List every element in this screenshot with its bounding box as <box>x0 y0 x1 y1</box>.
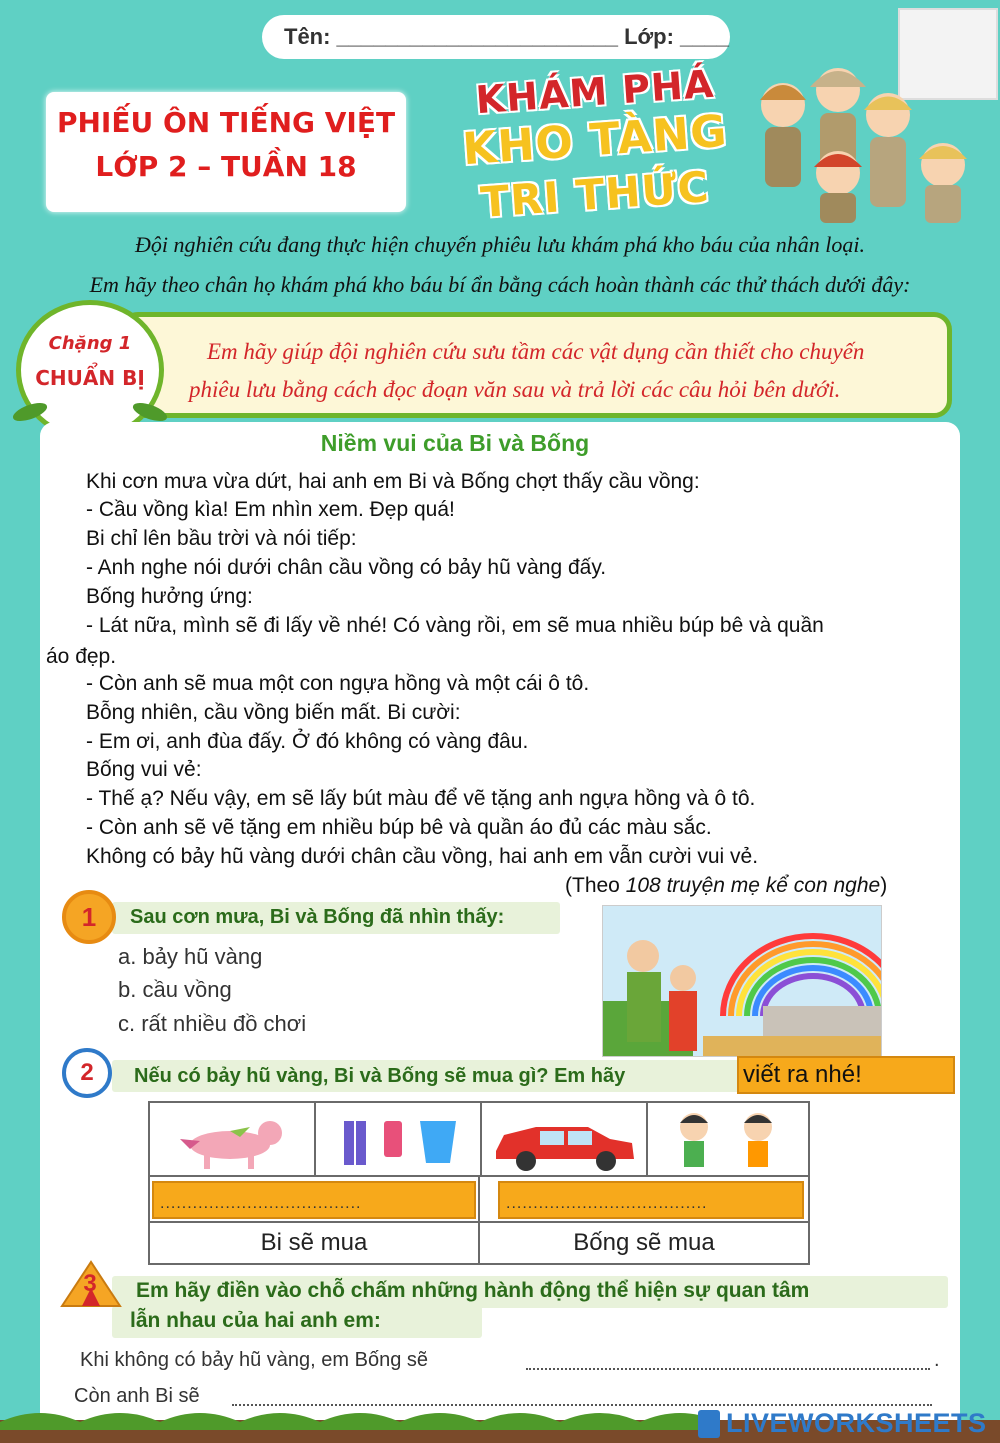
story-source-title: 108 truyện mẹ kể con nghe <box>625 874 881 897</box>
bong-column-label: Bống sẽ mua <box>478 1221 810 1265</box>
stage-instruction-line-1: Em hãy giúp đội nghiên cứu sưu tầm các vật dụng cần thiết cho chuyến <box>207 339 865 364</box>
story-line: - Anh nghe nói dưới chân cầu vồng có bảy hũ vàng đấy. <box>86 556 607 579</box>
q1-option-b[interactable]: b. cầu vồng <box>118 977 232 1002</box>
q1-option-c[interactable]: c. rất nhiều đồ chơi <box>118 1011 307 1036</box>
q1-number-badge: 1 <box>62 890 116 944</box>
q1-option-a[interactable]: a. bảy hũ vàng <box>118 944 263 969</box>
pony-icon <box>150 1103 314 1175</box>
story-line: - Thế ạ? Nếu vậy, em sẽ lấy bút màu để vẽ tặng anh ngựa hồng và ô tô. <box>86 787 756 810</box>
q2-question-end: viết ra nhé! <box>737 1056 955 1094</box>
explorer-kid-3 <box>864 93 912 207</box>
pony-cell <box>148 1101 316 1177</box>
bong-answer-dots: ..................................... <box>506 1195 708 1212</box>
q3-fill-1-end: . <box>934 1349 940 1371</box>
bi-answer-cell <box>148 1175 480 1223</box>
explorer-kid-1 <box>760 83 806 187</box>
q3-number-badge: 3 <box>83 1270 97 1297</box>
banner-line-2: KHO TÀNG <box>460 105 730 176</box>
stage-instruction-box <box>120 312 952 418</box>
stage-label-bottom: CHUẨN BỊ <box>35 366 145 390</box>
story-line: Bỗng nhiên, cầu vồng biến mất. Bi cười: <box>86 701 461 724</box>
story-line: Bống hưởng ứng: <box>86 585 253 608</box>
name-class-field[interactable]: Tên: _______________________ Lớp: ____ <box>262 15 730 59</box>
q2-question: Nếu có bảy hũ vàng, Bi và Bống sẽ mua gì? Em hãy <box>134 1065 626 1087</box>
story-source-suffix: ) <box>880 874 888 897</box>
story-line: - Còn anh sẽ mua một con ngựa hồng và một cái ô tô. <box>86 672 590 695</box>
story-line: Không có bảy hũ vàng dưới chân cầu vồng, hai anh em vẫn cười vui vẻ. <box>86 845 759 868</box>
stage-instruction-line-2: phiêu lưu bằng cách đọc đoạn văn sau và trả lời các câu hỏi bên dưới. <box>189 377 841 402</box>
q1-question: Sau cơn mưa, Bi và Bống đã nhìn thấy: <box>130 906 505 928</box>
liveworksheets-brand: LIVEWORKSHEETS <box>726 1408 987 1438</box>
story-line: - Em ơi, anh đùa đấy. Ở đó không có vàng đâu. <box>86 730 529 753</box>
bong-answer-input[interactable] <box>498 1181 804 1219</box>
bi-column-label: Bi sẽ mua <box>148 1221 480 1265</box>
story-line: - Còn anh sẽ vẽ tặng em nhiều búp bê và quần áo đủ các màu sắc. <box>86 816 712 839</box>
rainbow-picture <box>602 905 882 1057</box>
q2-number-badge: 2 <box>62 1048 112 1098</box>
worksheet-title: PHIẾU ÔN TIẾNG VIỆT <box>56 106 396 139</box>
title-card <box>46 92 406 212</box>
q2-answer-table <box>148 1101 810 1265</box>
story-title: Niềm vui của Bi và Bống <box>320 430 590 456</box>
explorer-kid-4 <box>814 151 862 223</box>
liveworksheets-logo <box>698 1408 994 1440</box>
story-line: - Lát nữa, mình sẽ đi lấy về nhé! Có vàng rồi, em sẽ mua nhiều búp bê và quần <box>86 614 824 637</box>
clothes-cell <box>314 1101 482 1177</box>
worksheet-subtitle: LỚP 2 – TUẦN 18 <box>95 150 357 183</box>
story-source-prefix: (Theo <box>565 874 626 897</box>
banner-line-3: TRI THỨC <box>479 162 711 227</box>
story-wrap-line: áo đẹp. <box>46 645 117 668</box>
bi-answer-dots: ..................................... <box>160 1195 362 1212</box>
q3-fill-1-label: Khi không có bảy hũ vàng, em Bống sẽ <box>80 1349 429 1371</box>
q3-question-line-1: Em hãy điền vào chỗ chấm những hành động thể hiện sự quan tâm <box>136 1279 810 1302</box>
story-line: Bống vui vẻ: <box>86 758 202 781</box>
q3-question-line-2: lẫn nhau của hai anh em: <box>130 1309 381 1332</box>
story-line: Khi cơn mưa vừa dứt, hai anh em Bi và Bống chợt thấy cầu vồng: <box>86 470 700 493</box>
q3-fill-1-input[interactable] <box>526 1368 930 1370</box>
dolls-icon <box>648 1103 808 1175</box>
story-line: - Cầu vồng kìa! Em nhìn xem. Đẹp quá! <box>86 498 455 521</box>
dolls-cell <box>646 1101 810 1177</box>
story-line: Bi chỉ lên bầu trời và nói tiếp: <box>86 527 357 550</box>
car-icon <box>482 1103 646 1175</box>
explorers-illustration <box>728 55 990 225</box>
liveworksheets-icon <box>698 1410 720 1438</box>
banner-line-1: KHÁM PHÁ <box>474 61 716 123</box>
clothes-icon <box>316 1103 480 1175</box>
intro-line-1: Đội nghiên cứu đang thực hiện chuyến phiêu lưu khám phá kho báu của nhân loại. <box>134 232 866 257</box>
q3-fill-2-label: Còn anh Bi sẽ <box>74 1385 200 1407</box>
car-cell <box>480 1101 648 1177</box>
intro-line-2: Em hãy theo chân họ khám phá kho báu bí ẩn bằng cách hoàn thành các thử thách dưới đây: <box>89 272 911 297</box>
bi-answer-input[interactable] <box>152 1181 476 1219</box>
explorer-kid-5 <box>919 143 967 223</box>
story-source <box>565 874 887 898</box>
stage-label-top: Chặng 1 <box>48 333 132 354</box>
bong-answer-cell <box>478 1175 810 1223</box>
